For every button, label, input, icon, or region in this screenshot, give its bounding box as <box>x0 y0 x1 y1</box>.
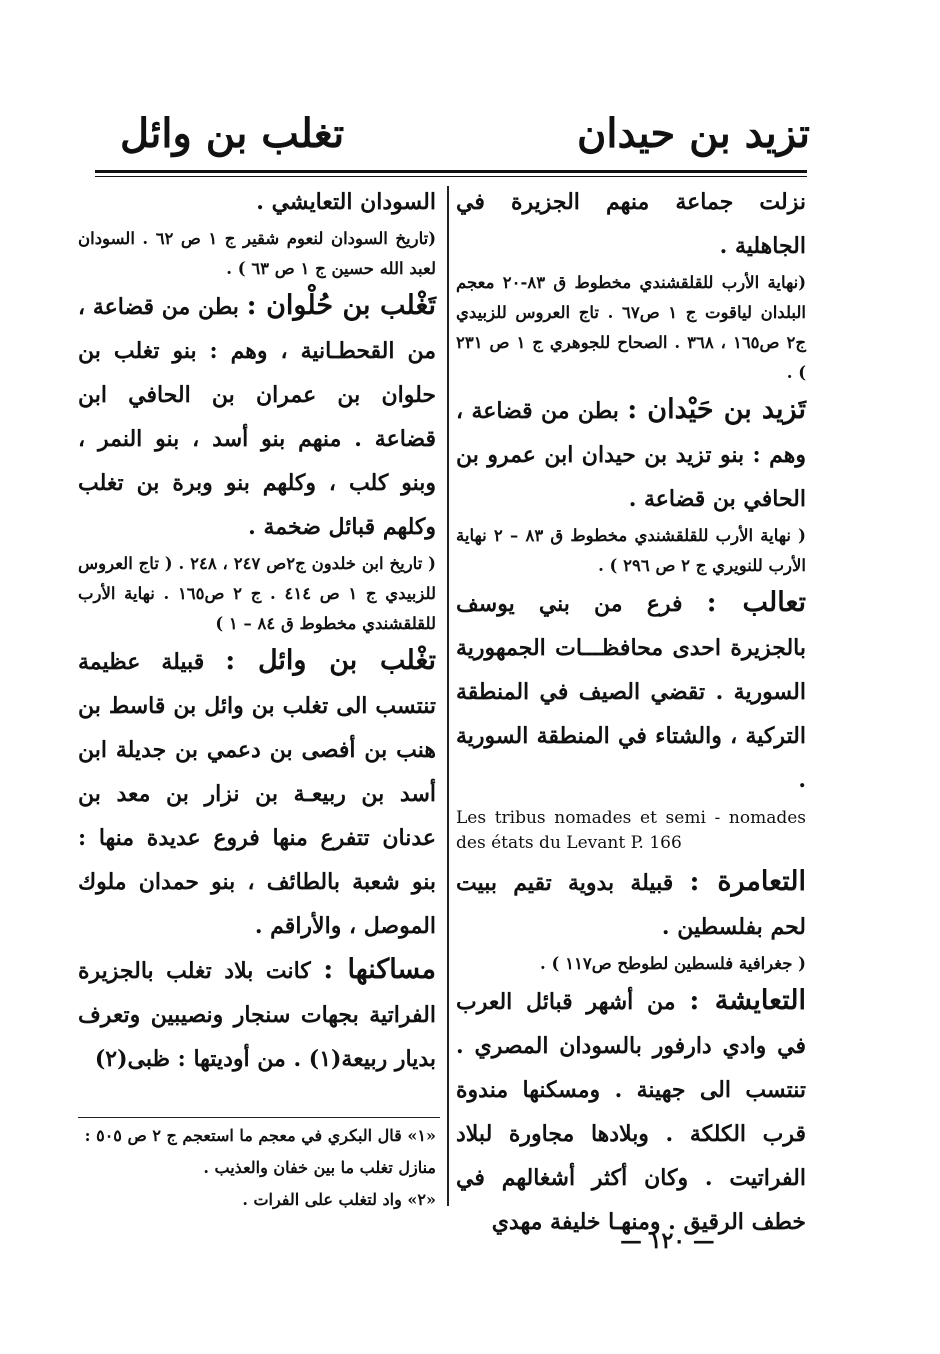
footnote-rule <box>78 1117 440 1118</box>
header-title-left: تغلب بن وائل <box>120 110 345 157</box>
reference-note: ( نهاية الأرب للقلقشندي مخطوط ق ٨٣ – ٢ نهاية الأرب للنويري ج ٢ ص ٢٩٦ ) . <box>456 526 806 575</box>
paragraph: نزلت جماعة منهم الجزيرة في الجاهلية . <box>456 189 806 259</box>
reference-note: ( جغرافية فلسطين لطوطح ص١١٧ ) . <box>540 954 806 973</box>
entry-taamira <box>456 860 806 949</box>
entry-text: قبيلة عظيمة تنتسب الى تغلب بن وائل بن قاسط بن هنب بن أفصى بن دعمي بن جديلة ابن أسد بن ربيعـة بن نزار بن معد بن عدنان تتفرع منها فروع عديدة منها : بنو شعبة بالطائف ، بنو حمدان ملوك الموصل ، والأراقم . <box>78 649 436 939</box>
entry-text: فرع من بني يوسف بالجزيرة احدى محافظـــات الجمهورية السورية . تقضي الصيف في المنطقة التركية ، والشتاء في المنطقة السورية . <box>456 591 806 793</box>
entry-heading: مساكنها : <box>323 954 436 985</box>
latin-reference: Les tribus nomades et semi - nomades des états du Levant P. 166 <box>456 808 806 853</box>
entry-taalib <box>456 581 806 802</box>
entry-heading: التعايشة : <box>689 985 806 1016</box>
entry-text: من أشهر قبائل العرب في وادي دارفور بالسودان المصري . تنتسب الى جهينة . ومسكنها مندوة قرب الكلكة . وبلادها مجاورة لبلاد الفراتيت . وكان أكثر أشغالهم في خطف الرقيق . ومنهـا خليفة مهدي <box>456 989 806 1235</box>
entry-taghlib-hulwan <box>78 284 436 549</box>
running-header <box>90 110 810 170</box>
entry-taaisha <box>456 979 806 1244</box>
paragraph: السودان التعايشي . <box>256 189 436 215</box>
header-rule-thin <box>95 176 807 177</box>
entry-text: كانت بلاد تغلب بالجزيرة الفراتية بجهات سنجار ونصيبين وتعرف بديار ربيعة(١) . من أوديتها : ظبى(٢) <box>78 958 436 1072</box>
footnotes <box>78 1120 436 1216</box>
header-rule-thick <box>95 170 807 173</box>
entry-text: بطن من قضاعة ، وهم : بنو تزيد بن حيدان ابن عمرو بن الحافي بن قضاعة . <box>456 398 806 512</box>
entry-heading: تغْلب بن وائل : <box>225 645 437 676</box>
entry-text: بطن من قضاعة ، من القحطـانية ، وهم : بنو تغلب بن حلوان بن عمران بن الحافي ابن قضاعة . منهم بنو أسد ، بنو النمر ، وبنو كلب ، وكلهم بنو وبرة بن تغلب وكلهم قبائل ضخمة . <box>78 294 436 540</box>
reference-note: (تاريخ السودان لنعوم شقير ج ١ ص ٦٢ . السودان لعبد الله حسين ج ١ ص ٦٣ ) . <box>78 229 437 278</box>
entry-taghlib-wail <box>78 639 436 948</box>
entry-masakin <box>78 948 436 1081</box>
header-title-right: تزيد بن حيدان <box>576 110 810 157</box>
reference-note: ( تاريخ ابن خلدون ج٢ص ٢٤٧ ، ٢٤٨ . ( تاج العروس للزبيدي ج ١ ص ٤١٤ . ج ٢ ص١٦٥ . نهاية الأرب للقلقشندي مخطوط ق ٨٤ – ١ ) <box>78 554 436 633</box>
entry-heading: تَزيد بن حَيْدان : <box>627 394 806 425</box>
left-column <box>78 180 436 1081</box>
entry-heading: تعالب : <box>706 587 807 618</box>
footnote: «٢» واد لتغلب على الفرات . <box>242 1190 436 1209</box>
footnote: «١» قال البكري في معجم ما استعجم ج ٢ ص ٥٠٥ : منازل تغلب ما بين خفان والعذيب . <box>84 1126 436 1177</box>
right-column <box>456 180 806 1244</box>
entry-text: قبيلة بدوية تقيم ببيت لحم بفلسطين . <box>456 870 806 940</box>
entry-tazid <box>456 388 806 521</box>
reference-note: (نهاية الأرب للقلقشندي مخطوط ق ٨٣-٢٠ معجم البلدان لياقوت ج ١ ص٦٧ . تاج العروس للزبيدي ج٢ ص١٦٥ ، ٣٦٨ . الصحاح للجوهري ج ١ ص ٢٣١ ) . <box>456 273 807 382</box>
entry-heading: تَغْلب بن حُلْوان : <box>246 290 436 321</box>
column-divider <box>447 186 449 1206</box>
entry-heading: التعامرة : <box>689 866 806 897</box>
page-number: — ١٢٠ — <box>620 1228 715 1254</box>
